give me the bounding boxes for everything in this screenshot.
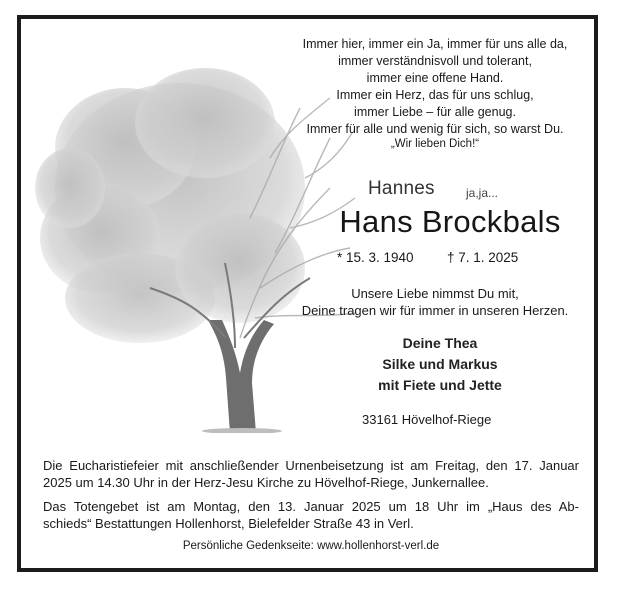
poem-line: immer Liebe – für alle genug.	[354, 105, 516, 119]
death-date: † 7. 1. 2025	[447, 250, 519, 265]
poem-line: Immer hier, immer ein Ja, immer für uns alle da,	[302, 37, 568, 51]
memorial-page-link[interactable]: Persönliche Gedenkseite: www.hollenhorst-verl.de	[182, 540, 440, 552]
service-line: Die Eucharistiefeier mit anschließender Urnenbeisetzung ist am Freitag, den 17. Januar	[43, 458, 579, 473]
mourner-line: Silke und Markus	[382, 356, 498, 372]
poem-line: immer verständnisvoll und tolerant,	[338, 54, 532, 68]
mourners	[290, 333, 590, 396]
verse-line: Unsere Liebe nimmst Du mit,	[351, 286, 519, 301]
prayer-info	[43, 498, 579, 532]
prayer-line: schieds“ Bestattungen Hollenhorst, Bielefelder Straße 43 in Verl.	[43, 516, 414, 531]
poem-line: Immer ein Herz, das für uns schlug,	[336, 88, 534, 102]
verse-line: Deine tragen wir für immer in unseren Herzen.	[301, 303, 569, 318]
poem-line: Immer für alle und wenig für sich, so warst Du.	[306, 122, 564, 136]
mourner-line: Deine Thea	[402, 335, 478, 351]
nickname-note: ja,ja...	[466, 186, 499, 200]
place: 33161 Hövelhof-Riege	[362, 412, 492, 427]
nickname: Hannes	[368, 178, 435, 199]
poem-line: immer eine offene Hand.	[366, 71, 504, 85]
deceased-name: Hans Brockbals	[339, 204, 561, 239]
service-line: 2025 um 14.30 Uhr in der Herz-Jesu Kirche zu Hövelhof-Riege, Junkernallee.	[43, 475, 489, 490]
service-info	[43, 457, 579, 491]
mourner-line: mit Fiete und Jette	[378, 377, 502, 393]
prayer-line: Das Totengebet ist am Montag, den 13. Januar 2025 um 18 Uhr im „Haus des Ab-	[43, 499, 579, 514]
verse	[280, 285, 590, 319]
poem	[280, 36, 590, 138]
birth-date: * 15. 3. 1940	[337, 250, 414, 265]
quote: „Wir lieben Dich!“	[390, 138, 480, 150]
